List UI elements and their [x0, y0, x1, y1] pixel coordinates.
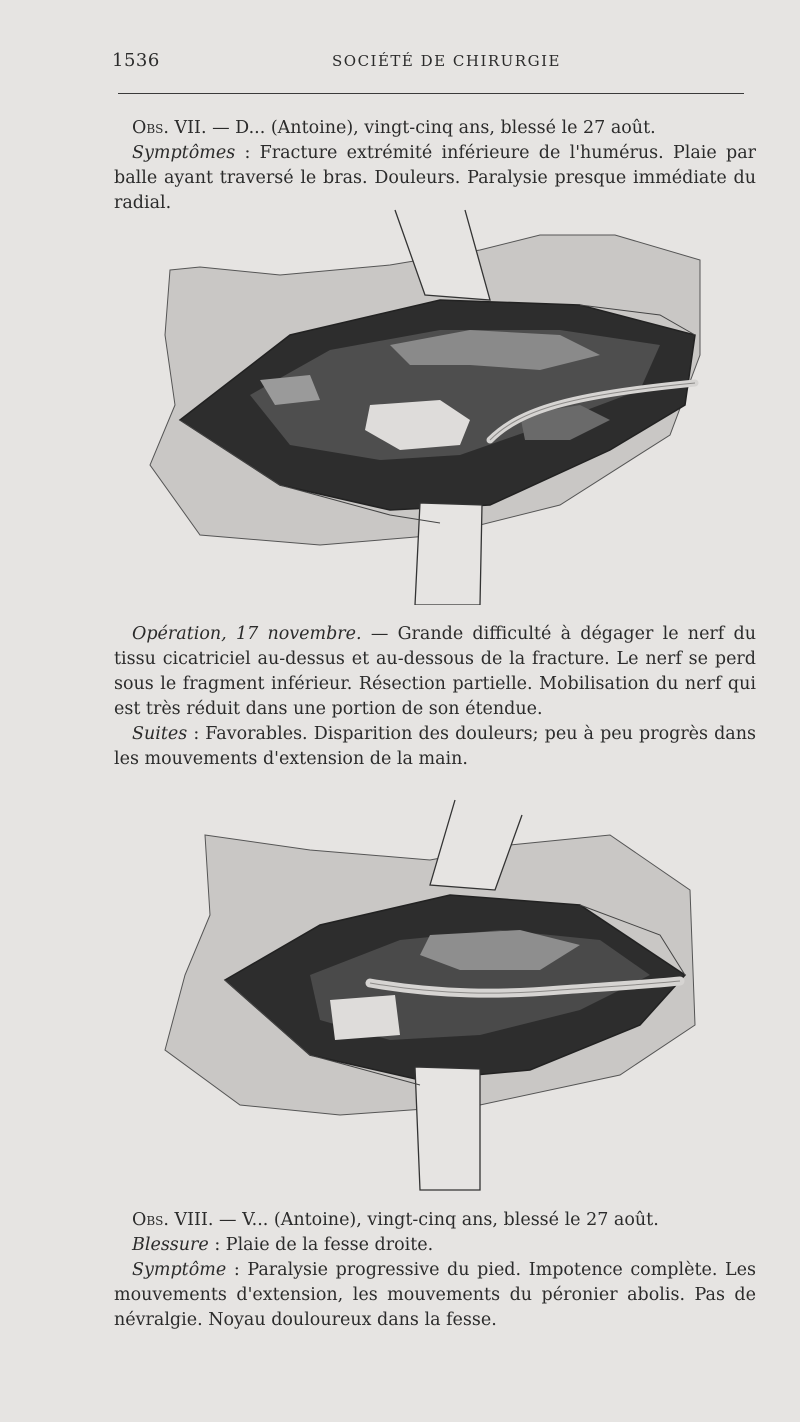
obs-vii-symptoms-label: Symptômes: [132, 143, 236, 163]
page-header: [112, 50, 752, 80]
suites-label: Suites: [132, 724, 188, 744]
obs-viii-symptom-label: Symptôme: [132, 1260, 227, 1280]
operation-label: Opération, 17 novembre.: [132, 624, 362, 644]
obs-viii-heading: [114, 1208, 756, 1233]
header-rule: [118, 93, 744, 94]
obs-viii-number: Obs. VIII.: [132, 1210, 214, 1230]
page-number: 1536: [112, 50, 160, 71]
surgical-illustration-bottom: [160, 795, 705, 1195]
obs-vii-heading: [114, 116, 756, 141]
obs-viii-blessure: [114, 1233, 756, 1258]
obs-vii-number: Obs. VII.: [132, 118, 207, 138]
operation-text: [114, 622, 756, 722]
obs-viii-symptom-text: : Paralysie progressive du pied. Impotence complète. Les mouvements d'extension, les mouvements du péronier abolis. Pas de névralgie. Noyau douloureux dans la fesse.: [114, 1260, 756, 1330]
surgical-illustration-top-drawing: [140, 205, 710, 605]
suites-body: : Favorables. Disparition des douleurs; peu à peu progrès dans les mouvements d'extension de la main.: [114, 724, 756, 769]
observation-viii: [114, 1208, 756, 1333]
suites-text: [114, 722, 756, 772]
running-title: SOCIÉTÉ DE CHIRURGIE: [332, 52, 561, 70]
obs-viii-blessure-label: Blessure: [132, 1235, 209, 1255]
surgical-illustration-top: [140, 205, 710, 605]
surgical-illustration-bottom-drawing: [160, 795, 705, 1195]
operation-body: — Grande difficulté à dégager le nerf du tissu cicatriciel au-dessus et au-dessous de la fracture. Le nerf se perd sous le fragment inférieur. Résection partielle. Mobilisation du nerf qui est très réduit dans une portion de son étendue.: [114, 624, 756, 719]
obs-vii-symptoms-text: : Fracture extrémité inférieure de l'humérus. Plaie par balle ayant traversé le bras. Douleurs. Paralysie presque immédiate du radial.: [114, 143, 756, 213]
observation-vii: [114, 116, 756, 216]
obs-viii-blessure-text: : Plaie de la fesse droite.: [208, 1235, 434, 1255]
obs-viii-symptom: [114, 1258, 756, 1333]
obs-vii-heading-text: — D... (Antoine), vingt-cinq ans, blessé le 27 août.: [206, 118, 656, 138]
operation-paragraph: [114, 622, 756, 772]
obs-viii-heading-text: — V... (Antoine), vingt-cinq ans, blessé le 27 août.: [213, 1210, 659, 1230]
